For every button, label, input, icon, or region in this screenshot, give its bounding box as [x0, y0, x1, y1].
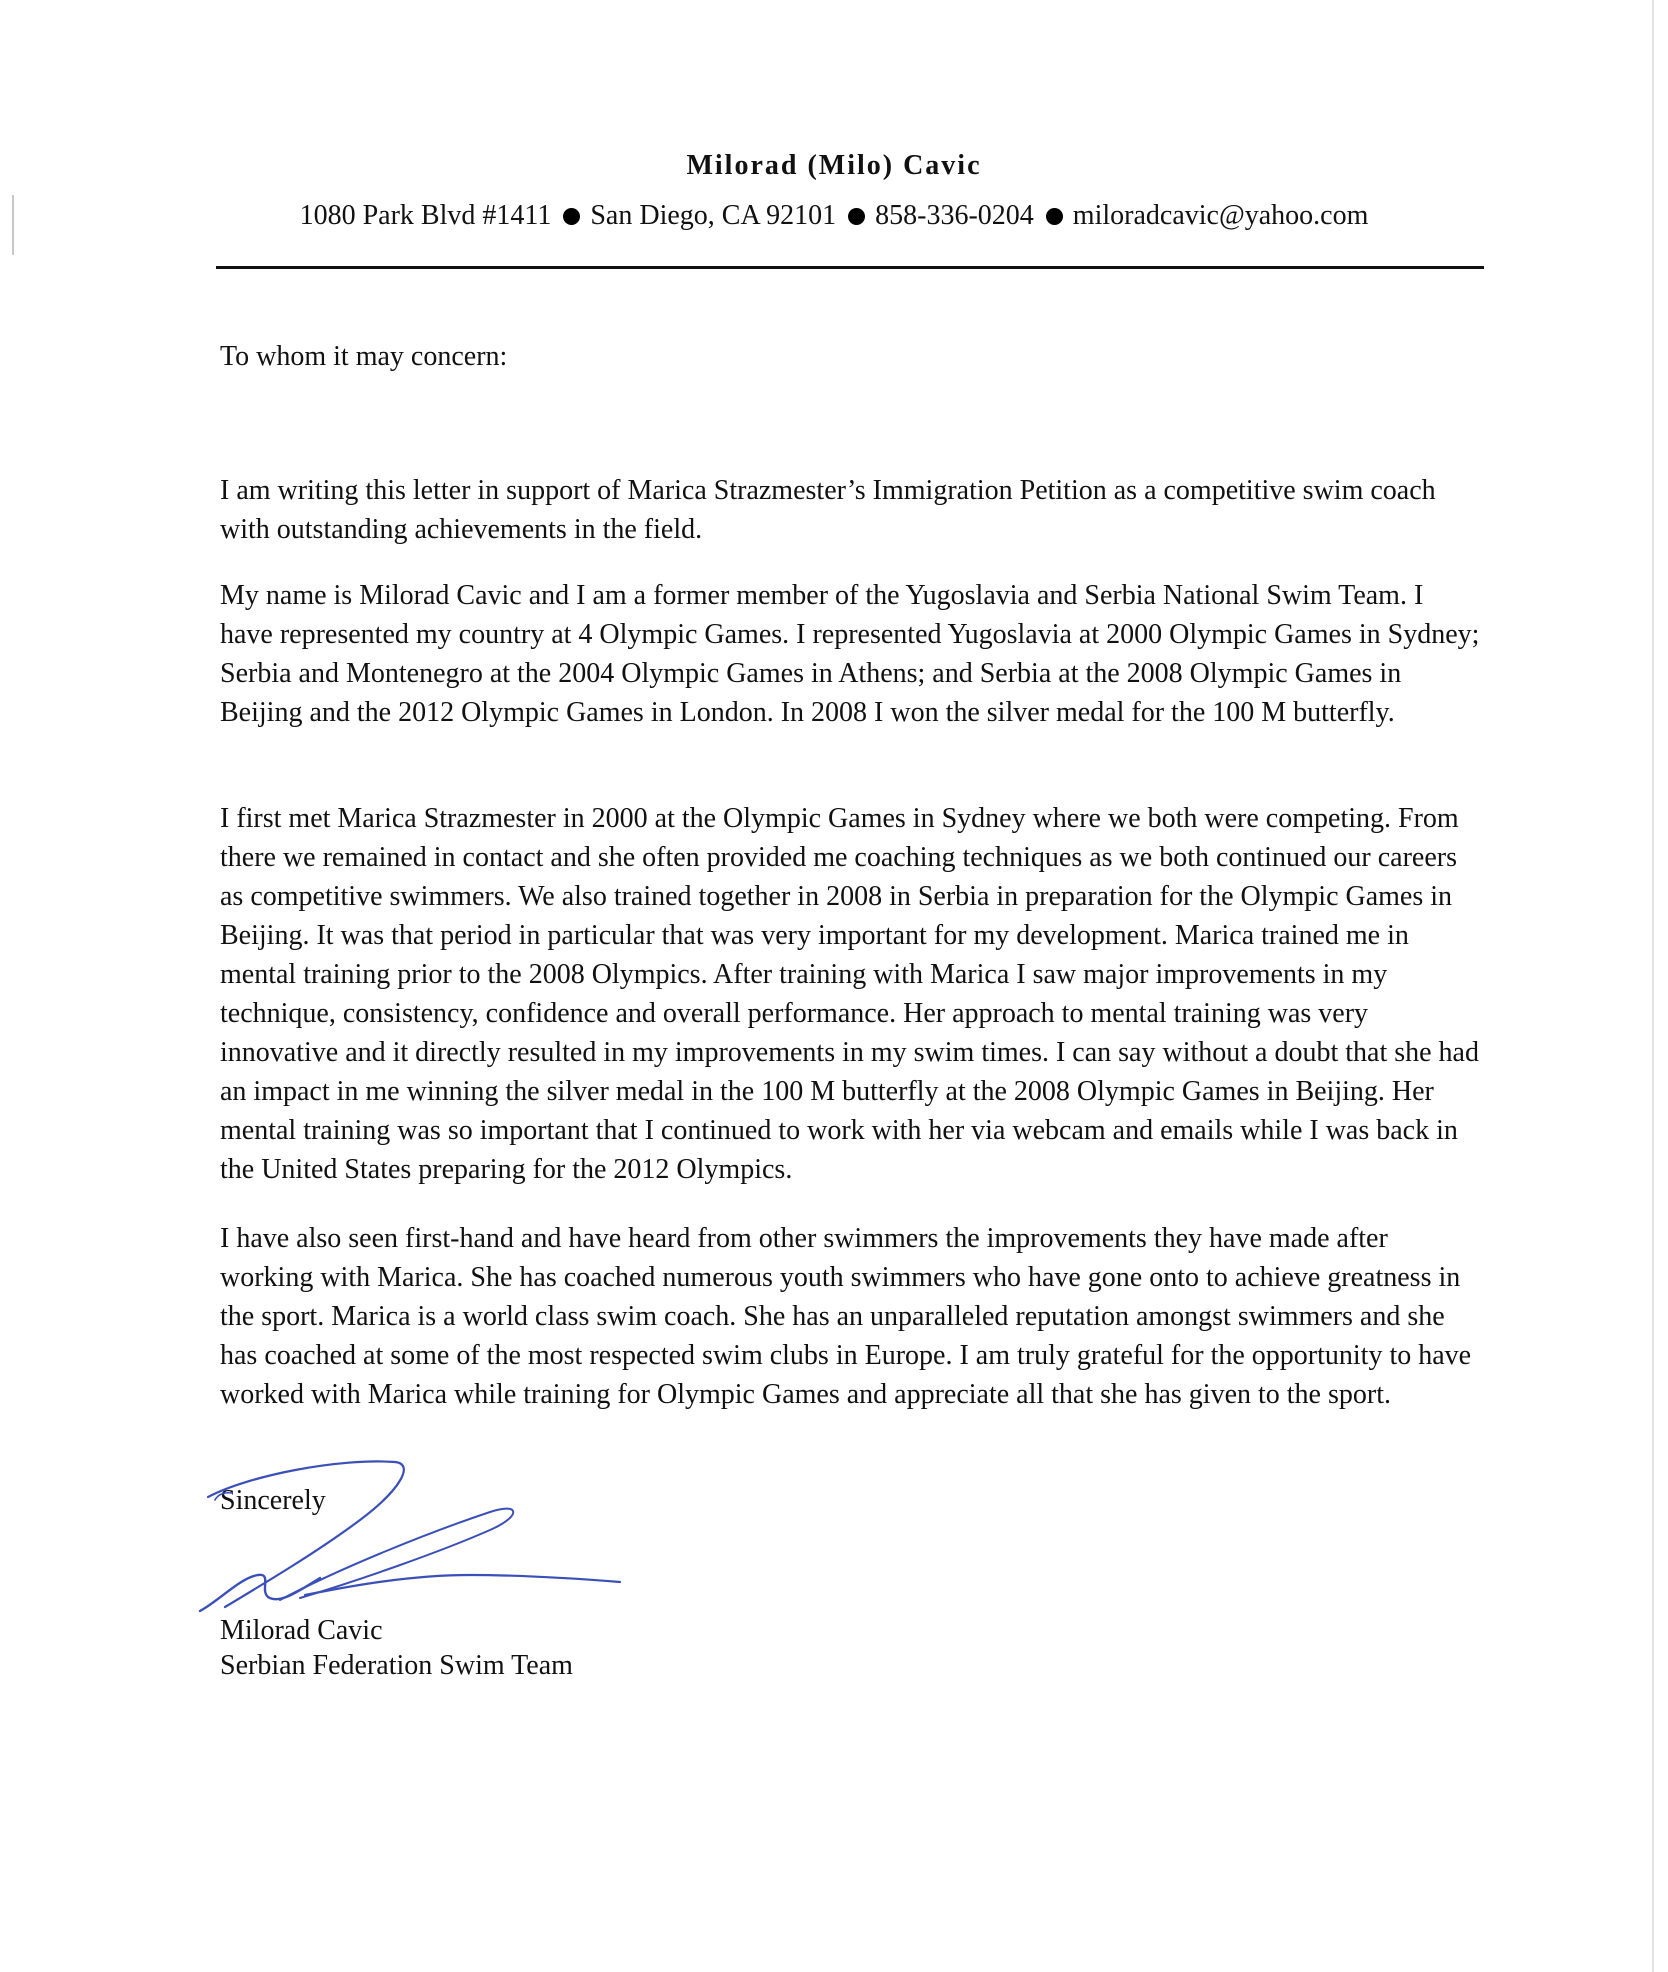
letterhead-address: 1080 Park Blvd #1411	[299, 200, 552, 231]
letterhead-contact	[0, 200, 1668, 232]
bullet-separator-icon	[563, 208, 580, 225]
body-paragraph-1: I am writing this letter in support of Marica Strazmester’s Immigration Petition as a competitive swim coach with outstanding achievements in the field.	[220, 475, 1436, 545]
signer-organization: Serbian Federation Swim Team	[220, 1650, 573, 1681]
letterhead-email: miloradcavic@yahoo.com	[1072, 200, 1369, 231]
handwritten-signature	[190, 1450, 650, 1625]
closing: Sincerely	[220, 1485, 326, 1516]
body-paragraph-2: My name is Milorad Cavic and I am a former member of the Yugoslavia and Serbia National Swim Team. I have represented my country at 4 Olympic Games. I represented Yugoslavia at 2000 Olympic Games in Sydney; Serbia and Montenegro at the 2004 Olympic Games in Athens; and Serbia at the 2008 Olympic Games in Beijing and the 2012 Olympic Games in London. In 2008 I won the silver medal for the 100 M butterfly.	[220, 580, 1480, 728]
body-paragraph-3: I first met Marica Strazmester in 2000 at the Olympic Games in Sydney where we both were competing. From there we remained in contact and she often provided me coaching techniques as we both continued our careers as competitive swimmers. We also trained together in 2008 in Serbia in preparation for the Olympic Games in Beijing. It was that period in particular that was very important for my development. Marica trained me in mental training prior to the 2008 Olympics. After training with Marica I saw major improvements in my technique, consistency, confidence and overall performance. Her approach to mental training was very innovative and it directly resulted in my improvements in my swim times. I can say without a doubt that she had an impact in me winning the silver medal in the 100 M butterfly at the 2008 Olympic Games in Beijing. Her mental training was so important that I continued to work with her via webcam and emails while I was back in the United States preparing for the 2012 Olympics.	[220, 803, 1479, 1185]
salutation: To whom it may concern:	[220, 341, 508, 372]
bullet-separator-icon	[1046, 208, 1063, 225]
body-paragraph-4: I have also seen first-hand and have heard from other swimmers the improvements they have made after working with Marica. She has coached numerous youth swimmers who have gone onto to achieve greatness in the sport. Marica is a world class swim coach. She has an unparalleled reputation amongst swimmers and she has coached at some of the most respected swim clubs in Europe. I am truly grateful for the opportunity to have worked with Marica while training for Olympic Games and appreciate all that she has given to the sport.	[220, 1223, 1472, 1410]
letterhead-divider	[216, 266, 1484, 269]
letterhead-city: San Diego, CA 92101	[590, 200, 837, 231]
letterhead-name: Milorad (Milo) Cavic	[686, 150, 982, 181]
bullet-separator-icon	[848, 208, 865, 225]
scan-edge-shadow	[1652, 0, 1654, 1972]
signer-name: Milorad Cavic	[220, 1615, 383, 1646]
letterhead-phone: 858-336-0204	[875, 200, 1034, 231]
